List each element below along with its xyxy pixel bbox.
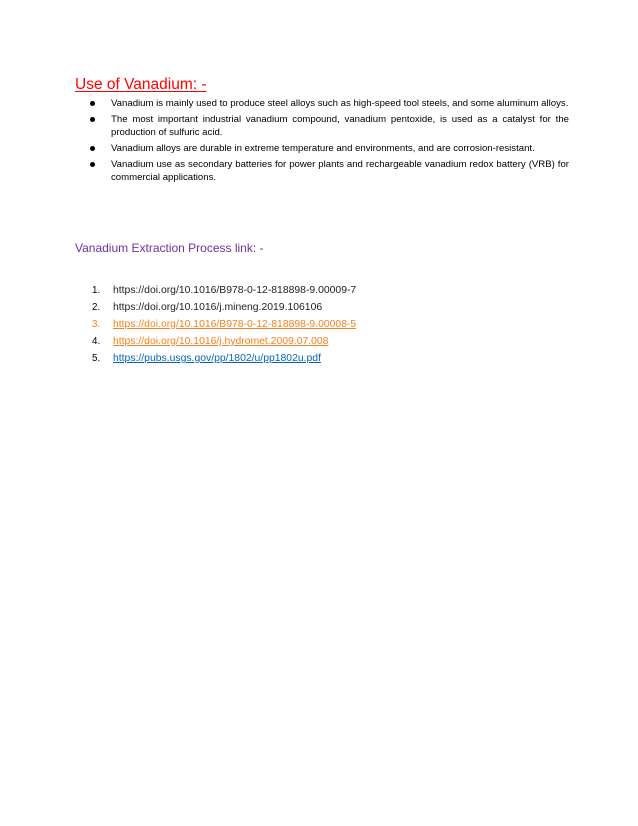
uses-bullet-list: [75, 97, 569, 187]
extraction-links-list: [75, 282, 495, 367]
bullet-text: Vanadium alloys are durable in extreme temperature and environments, and are corrosion-resistant.: [111, 143, 535, 154]
bullet-item: [75, 158, 569, 184]
link-list-item: [75, 316, 495, 333]
bullet-icon: [90, 146, 95, 151]
bullet-text: Vanadium use as secondary batteries for power plants and rechargeable vanadium redox battery (VRB) for commercial applications.: [111, 159, 569, 183]
link-list-item: [75, 282, 495, 299]
section-heading-extraction-links: Vanadium Extraction Process link: -: [75, 241, 264, 255]
bullet-icon: [90, 101, 95, 106]
link-number: 5.: [92, 353, 101, 364]
bullet-text: Vanadium is mainly used to produce steel alloys such as high-speed tool steels, and some aluminum alloys.: [111, 98, 569, 109]
link-list-item: [75, 350, 495, 367]
link-number: 4.: [92, 336, 101, 347]
bullet-item: [75, 113, 569, 139]
link-list-item: [75, 333, 495, 350]
doi-link-4[interactable]: https://doi.org/10.1016/j.hydromet.2009.07.008: [113, 336, 329, 347]
link-list-item: [75, 299, 495, 316]
section-heading-use-of-vanadium: Use of Vanadium: -: [75, 76, 207, 93]
bullet-icon: [90, 162, 95, 167]
link-number: 3.: [92, 319, 101, 330]
bullet-item: [75, 142, 569, 155]
bullet-text: The most important industrial vanadium compound, vanadium pentoxide, is used as a catalyst for the production of sulfuric acid.: [111, 114, 569, 138]
link-number: 1.: [92, 285, 101, 296]
doi-link-1[interactable]: https://doi.org/10.1016/B978-0-12-818898-9.00009-7: [113, 285, 357, 296]
bullet-item: [75, 97, 569, 110]
doi-link-2[interactable]: https://doi.org/10.1016/j.mineng.2019.106106: [113, 302, 323, 313]
link-number: 2.: [92, 302, 101, 313]
doi-link-3[interactable]: https://doi.org/10.1016/B978-0-12-818898-9.00008-5: [113, 319, 357, 330]
usgs-pdf-link-5[interactable]: https://pubs.usgs.gov/pp/1802/u/pp1802u.pdf: [113, 353, 321, 364]
bullet-icon: [90, 117, 95, 122]
